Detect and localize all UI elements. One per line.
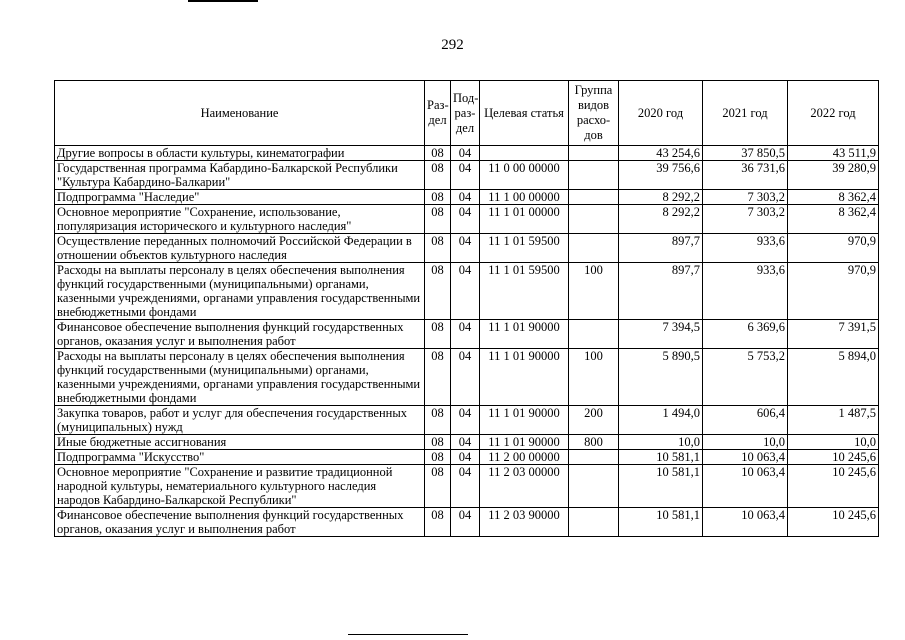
row-expense-group-cell: 200 <box>569 406 619 435</box>
row-2020-amount-cell: 897,7 <box>619 263 703 320</box>
row-2021-amount-cell: 7 303,2 <box>703 205 788 234</box>
row-2021-amount-cell: 10 063,4 <box>703 465 788 508</box>
row-2020-amount-cell: 10 581,1 <box>619 465 703 508</box>
row-section-cell: 08 <box>425 146 451 161</box>
row-section-cell: 08 <box>425 263 451 320</box>
row-2022-amount-cell: 43 511,9 <box>788 146 879 161</box>
row-2022-amount-cell: 970,9 <box>788 234 879 263</box>
header-name: Наименование <box>55 81 425 146</box>
row-2020-amount-cell: 8 292,2 <box>619 190 703 205</box>
row-target-article-cell: 11 1 01 90000 <box>480 320 569 349</box>
row-2021-amount-cell: 10 063,4 <box>703 508 788 537</box>
row-2021-amount-cell: 7 303,2 <box>703 190 788 205</box>
row-subsection-cell: 04 <box>451 508 480 537</box>
row-expense-group-cell <box>569 161 619 190</box>
row-expense-group-cell <box>569 234 619 263</box>
row-target-article-cell: 11 2 03 00000 <box>480 465 569 508</box>
row-target-article-cell: 11 1 01 90000 <box>480 349 569 406</box>
header-subsection: Под-раз-дел <box>451 81 480 146</box>
row-2020-amount-cell: 10 581,1 <box>619 508 703 537</box>
table-row <box>55 263 879 320</box>
table-row <box>55 234 879 263</box>
row-subsection-cell: 04 <box>451 320 480 349</box>
row-subsection-cell: 04 <box>451 406 480 435</box>
row-section-cell: 08 <box>425 161 451 190</box>
row-expense-group-cell <box>569 320 619 349</box>
row-expense-group-cell <box>569 146 619 161</box>
row-name-cell: Расходы на выплаты персоналу в целях обеспечения выполнения функций государственными (муниципальными) органами, казенными учреждениями, органами управления государственными внебюджетными фондами <box>55 263 425 320</box>
row-2021-amount-cell: 10 063,4 <box>703 450 788 465</box>
row-2022-amount-cell: 10 245,6 <box>788 450 879 465</box>
row-name-cell: Финансовое обеспечение выполнения функций государственных органов, оказания услуг и выполнения работ <box>55 508 425 537</box>
row-target-article-cell: 11 1 01 59500 <box>480 263 569 320</box>
row-2020-amount-cell: 8 292,2 <box>619 205 703 234</box>
row-name-cell: Закупка товаров, работ и услуг для обеспечения государственных (муниципальных) нужд <box>55 406 425 435</box>
table-row <box>55 508 879 537</box>
row-subsection-cell: 04 <box>451 349 480 406</box>
row-name-cell: Подпрограмма "Наследие" <box>55 190 425 205</box>
header-year-2020: 2020 год <box>619 81 703 146</box>
row-2021-amount-cell: 10,0 <box>703 435 788 450</box>
row-section-cell: 08 <box>425 234 451 263</box>
row-name-cell: Иные бюджетные ассигнования <box>55 435 425 450</box>
row-2021-amount-cell: 36 731,6 <box>703 161 788 190</box>
row-name-cell: Финансовое обеспечение выполнения функций государственных органов, оказания услуг и выполнения работ <box>55 320 425 349</box>
row-expense-group-cell <box>569 190 619 205</box>
row-2022-amount-cell: 10 245,6 <box>788 465 879 508</box>
row-target-article-cell <box>480 146 569 161</box>
row-expense-group-cell <box>569 450 619 465</box>
row-2021-amount-cell: 933,6 <box>703 234 788 263</box>
header-target-article: Целевая статья <box>480 81 569 146</box>
row-target-article-cell: 11 1 01 90000 <box>480 435 569 450</box>
row-name-cell: Другие вопросы в области культуры, кинематографии <box>55 146 425 161</box>
row-2022-amount-cell: 8 362,4 <box>788 205 879 234</box>
table-row <box>55 349 879 406</box>
table-row <box>55 435 879 450</box>
row-section-cell: 08 <box>425 205 451 234</box>
row-2021-amount-cell: 606,4 <box>703 406 788 435</box>
table-row <box>55 161 879 190</box>
bottom-margin-mark <box>348 634 468 635</box>
row-section-cell: 08 <box>425 465 451 508</box>
row-2020-amount-cell: 43 254,6 <box>619 146 703 161</box>
row-2021-amount-cell: 37 850,5 <box>703 146 788 161</box>
row-2020-amount-cell: 1 494,0 <box>619 406 703 435</box>
row-2020-amount-cell: 39 756,6 <box>619 161 703 190</box>
row-name-cell: Государственная программа Кабардино-Балкарской Республики "Культура Кабардино-Балкарии" <box>55 161 425 190</box>
table-row <box>55 146 879 161</box>
row-subsection-cell: 04 <box>451 465 480 508</box>
row-subsection-cell: 04 <box>451 450 480 465</box>
row-target-article-cell: 11 0 00 00000 <box>480 161 569 190</box>
header-year-2021: 2021 год <box>703 81 788 146</box>
header-section: Раз-дел <box>425 81 451 146</box>
row-section-cell: 08 <box>425 349 451 406</box>
row-subsection-cell: 04 <box>451 146 480 161</box>
row-section-cell: 08 <box>425 406 451 435</box>
row-2022-amount-cell: 8 362,4 <box>788 190 879 205</box>
header-year-2022: 2022 год <box>788 81 879 146</box>
row-2020-amount-cell: 5 890,5 <box>619 349 703 406</box>
row-section-cell: 08 <box>425 508 451 537</box>
page-number: 292 <box>441 37 464 53</box>
row-target-article-cell: 11 1 01 59500 <box>480 234 569 263</box>
row-2022-amount-cell: 1 487,5 <box>788 406 879 435</box>
row-subsection-cell: 04 <box>451 263 480 320</box>
row-2022-amount-cell: 5 894,0 <box>788 349 879 406</box>
table-row <box>55 406 879 435</box>
row-subsection-cell: 04 <box>451 205 480 234</box>
row-name-cell: Основное мероприятие "Сохранение, использование, популяризация исторического и культурного наследия" <box>55 205 425 234</box>
row-2022-amount-cell: 7 391,5 <box>788 320 879 349</box>
row-expense-group-cell: 800 <box>569 435 619 450</box>
row-expense-group-cell <box>569 508 619 537</box>
row-section-cell: 08 <box>425 320 451 349</box>
row-2020-amount-cell: 10 581,1 <box>619 450 703 465</box>
row-target-article-cell: 11 2 03 90000 <box>480 508 569 537</box>
row-name-cell: Подпрограмма "Искусство" <box>55 450 425 465</box>
row-expense-group-cell <box>569 205 619 234</box>
row-name-cell: Основное мероприятие "Сохранение и развитие традиционной народной культуры, нематериального культурного наследия народов Кабардино-Балкарской Республики" <box>55 465 425 508</box>
row-section-cell: 08 <box>425 190 451 205</box>
row-2022-amount-cell: 39 280,9 <box>788 161 879 190</box>
table-header-row <box>55 81 879 146</box>
top-margin-mark <box>188 0 258 2</box>
row-2022-amount-cell: 970,9 <box>788 263 879 320</box>
row-2021-amount-cell: 6 369,6 <box>703 320 788 349</box>
row-2022-amount-cell: 10,0 <box>788 435 879 450</box>
row-section-cell: 08 <box>425 435 451 450</box>
row-subsection-cell: 04 <box>451 234 480 263</box>
row-expense-group-cell: 100 <box>569 349 619 406</box>
row-expense-group-cell: 100 <box>569 263 619 320</box>
row-2021-amount-cell: 5 753,2 <box>703 349 788 406</box>
row-expense-group-cell <box>569 465 619 508</box>
table-row <box>55 205 879 234</box>
header-expense-group: Группа видов расхо-дов <box>569 81 619 146</box>
table-row <box>55 465 879 508</box>
row-2022-amount-cell: 10 245,6 <box>788 508 879 537</box>
row-subsection-cell: 04 <box>451 161 480 190</box>
row-subsection-cell: 04 <box>451 435 480 450</box>
budget-table <box>54 80 879 537</box>
table-row <box>55 190 879 205</box>
table-row <box>55 320 879 349</box>
row-target-article-cell: 11 2 00 00000 <box>480 450 569 465</box>
row-target-article-cell: 11 1 00 00000 <box>480 190 569 205</box>
row-subsection-cell: 04 <box>451 190 480 205</box>
row-target-article-cell: 11 1 01 00000 <box>480 205 569 234</box>
row-2021-amount-cell: 933,6 <box>703 263 788 320</box>
table-row <box>55 450 879 465</box>
row-2020-amount-cell: 10,0 <box>619 435 703 450</box>
row-name-cell: Расходы на выплаты персоналу в целях обеспечения выполнения функций государственными (муниципальными) органами, казенными учреждениями, органами управления государственными внебюджетными фондами <box>55 349 425 406</box>
row-2020-amount-cell: 897,7 <box>619 234 703 263</box>
row-name-cell: Осуществление переданных полномочий Российской Федерации в отношении объектов культурного наследия <box>55 234 425 263</box>
row-section-cell: 08 <box>425 450 451 465</box>
row-2020-amount-cell: 7 394,5 <box>619 320 703 349</box>
row-target-article-cell: 11 1 01 90000 <box>480 406 569 435</box>
